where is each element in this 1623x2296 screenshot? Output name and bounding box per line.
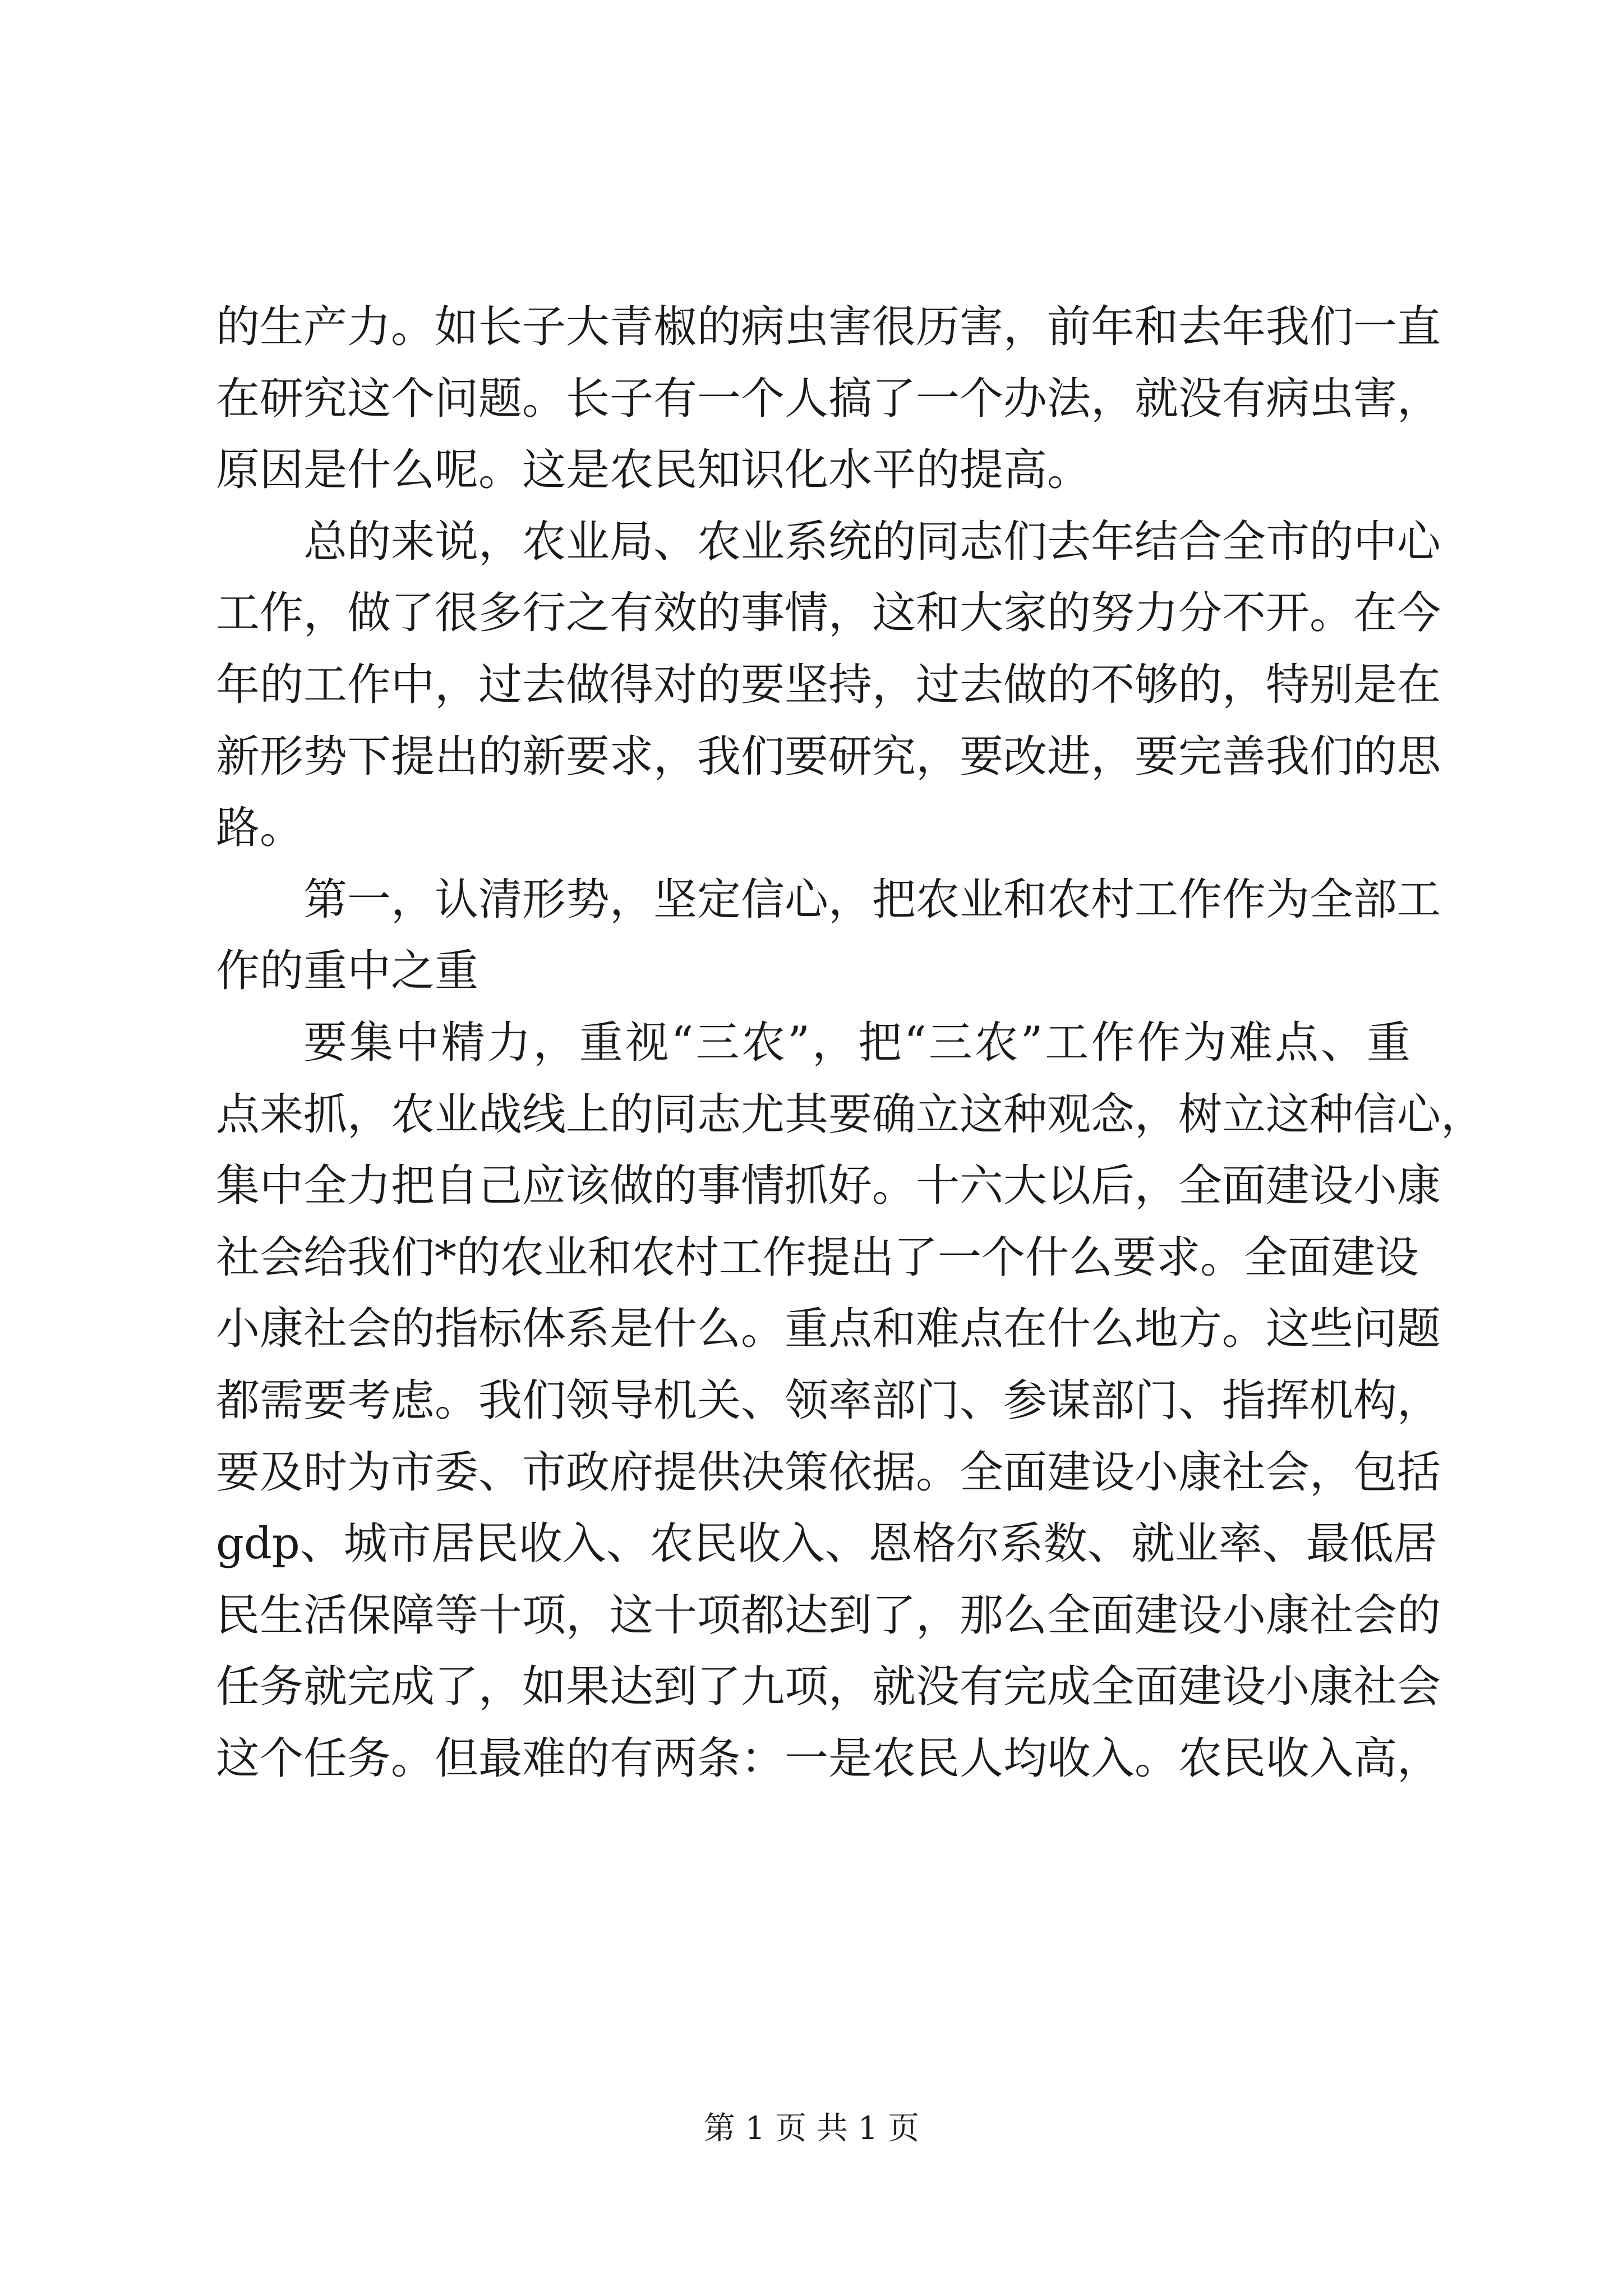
page-number-footer: 第 1 页 共 1 页 — [703, 2110, 920, 2147]
text-line: 社会给我们*的农业和农村工作提出了一个什么要求。全面建设 — [216, 1232, 1419, 1283]
document-body — [216, 292, 1485, 1795]
text-line: 年的工作中，过去做得对的要坚持，过去做的不够的，特别是在 — [216, 659, 1441, 710]
text-line: 新形势下提出的新要求，我们要研究，要改进，要完善我们的思 — [216, 731, 1441, 782]
text-line: 要集中精力，重视“三农”，把“三农”工作作为难点、重 — [303, 1017, 1410, 1068]
text-line: 民生活保障等十项，这十项都达到了，那么全面建设小康社会的 — [216, 1590, 1441, 1641]
text-line: 路。 — [216, 803, 304, 854]
text-line: 这个任务。但最难的有两条：一是农民人均收入。农民收入高， — [216, 1733, 1441, 1784]
text-line: 点来抓，农业战线上的同志尤其要确立这种观念，树立这种信心， — [216, 1089, 1485, 1140]
text-line: gdp、城市居民收入、农民收入、恩格尔系数、就业率、最低居 — [216, 1519, 1437, 1570]
text-line: 要及时为市委、市政府提供决策依据。全面建设小康社会，包括 — [216, 1447, 1441, 1498]
text-line: 都需要考虑。我们领导机关、领率部门、参谋部门、指挥机构， — [216, 1375, 1441, 1426]
text-line: 第一，认清形势，坚定信心，把农业和农村工作作为全部工 — [303, 874, 1441, 925]
text-line: 小康社会的指标体系是什么。重点和难点在什么地方。这些问题 — [216, 1304, 1441, 1355]
text-line: 任务就完成了，如果达到了九项，就没有完成全面建设小康社会 — [216, 1662, 1441, 1713]
text-line: 工作，做了很多行之有效的事情，这和大家的努力分不开。在今 — [216, 588, 1441, 639]
text-line: 在研究这个问题。长子有一个人搞了一个办法，就没有病虫害， — [216, 373, 1441, 424]
text-line: 原因是什么呢。这是农民知识化水平的提高。 — [216, 445, 1091, 496]
text-line: 作的重中之重 — [216, 946, 479, 997]
text-line: 集中全力把自己应该做的事情抓好。十六大以后，全面建设小康 — [216, 1161, 1441, 1212]
text-line: 总的来说，农业局、农业系统的同志们去年结合全市的中心 — [303, 516, 1441, 567]
text-line: 的生产力。如长子大青椒的病虫害很历害，前年和去年我们一直 — [216, 302, 1441, 352]
